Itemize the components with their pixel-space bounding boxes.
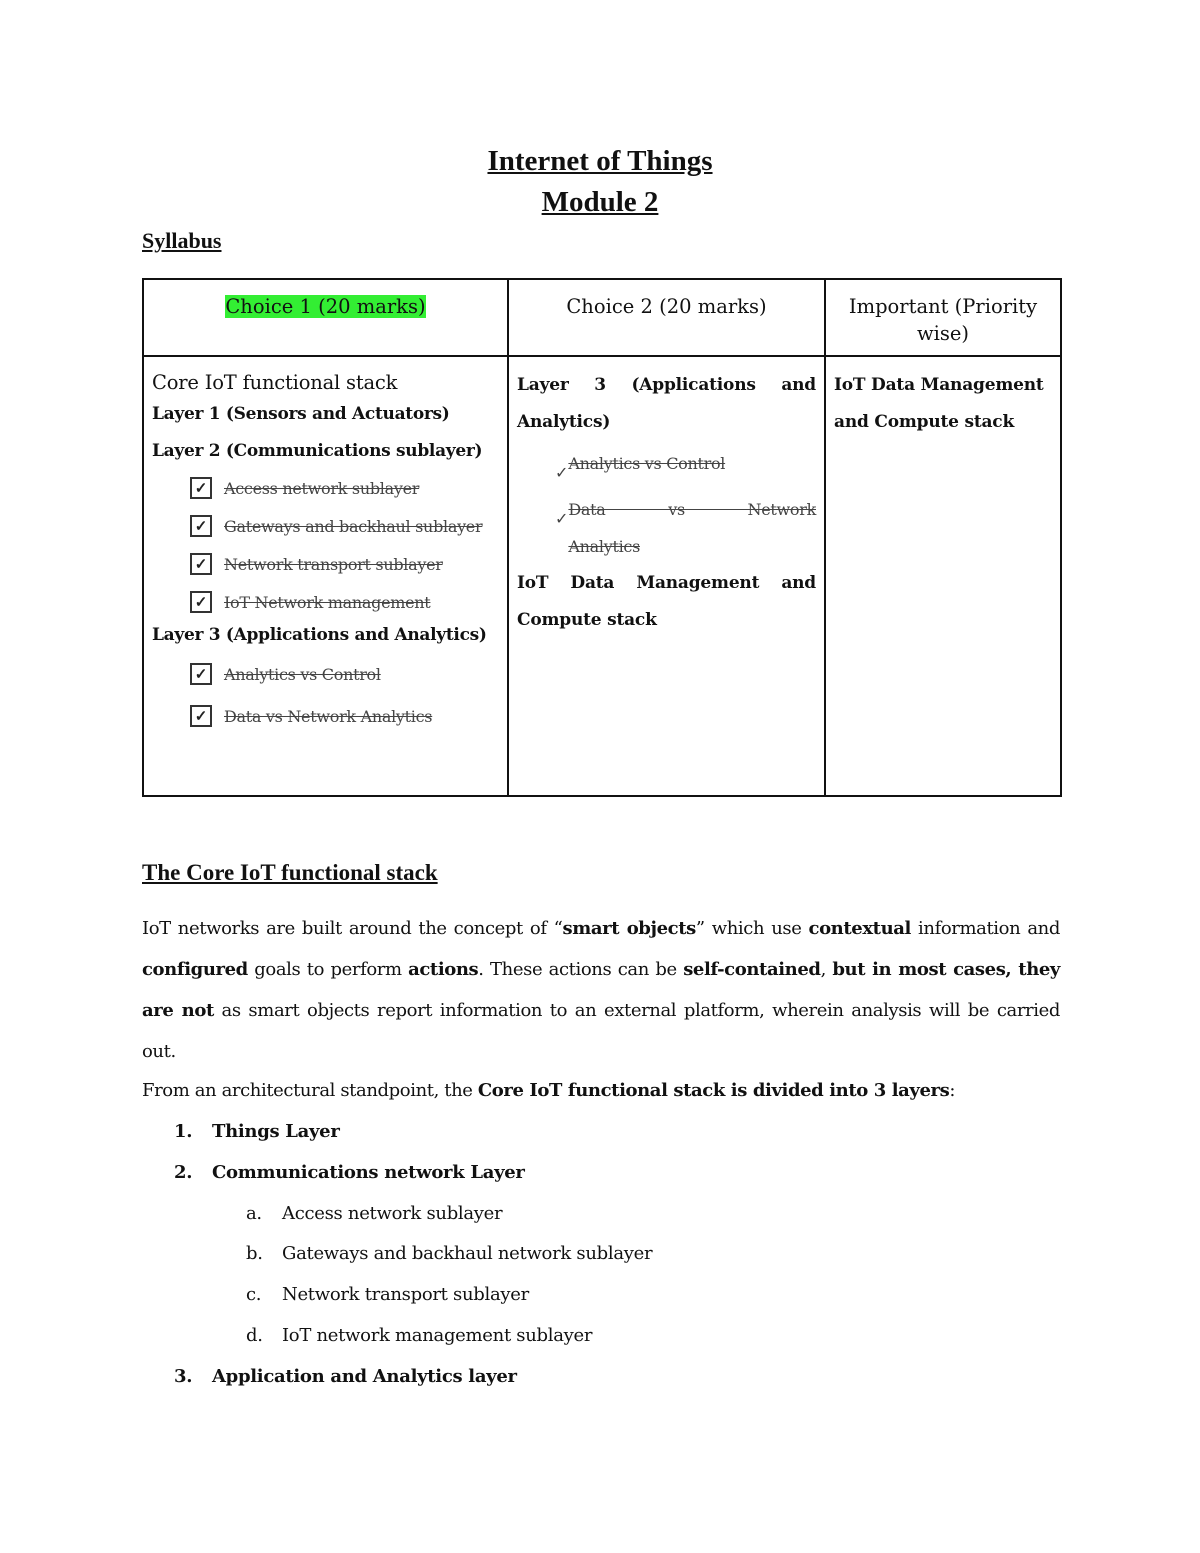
checked-box-icon: ✓ (190, 705, 212, 727)
choice-1-cell (143, 356, 508, 796)
syllabus-table (142, 278, 1062, 797)
item-text: Analytics vs Control (224, 664, 381, 684)
list-item (555, 491, 816, 565)
bold-run: smart objects (562, 918, 696, 939)
checked-box-icon: ✓ (190, 553, 212, 575)
list-letter: d. (246, 1325, 263, 1346)
checked-box-icon: ✓ (190, 663, 212, 685)
text-run: IoT networks are built around the concept of “ (142, 918, 563, 939)
item-text: Data vs Network Analytics (224, 706, 433, 726)
checked-box-icon: ✓ (190, 591, 212, 613)
text-run: : (949, 1080, 956, 1101)
section-heading: The Core IoT functional stack (142, 860, 438, 885)
list-item (190, 653, 499, 695)
intro-paragraph (142, 908, 1060, 1072)
header-important: Important (Priority wise) (825, 279, 1061, 356)
text-run: . These actions can be (478, 959, 684, 980)
bold-run: configured (142, 959, 248, 980)
item-text: Analytics vs Control (568, 454, 726, 473)
item-text: Gateways and backhaul sublayer (224, 516, 483, 536)
list-number: 2. (174, 1162, 193, 1183)
list-letter: a. (246, 1203, 262, 1224)
bold-run: but in most cases, they are not (142, 959, 1060, 1021)
highlighted-label: Choice 1 (20 marks) (225, 295, 426, 318)
table-header-row (143, 279, 1061, 356)
document-title: Internet of Things (487, 145, 713, 177)
choice-2-cell (508, 356, 825, 796)
layer-3-label: Layer 3 (Applications and Analytics) (152, 625, 487, 645)
item-text: Access network sublayer (224, 478, 420, 498)
layer-2-label: Layer 2 (Communications sublayer) (152, 441, 483, 461)
item-text: IoT Network management (224, 592, 431, 612)
text-run: as smart objects report information to an external platform, wherein analysis will be carried out. (142, 1000, 1060, 1062)
priority-item: IoT Data Management and Compute stack (834, 375, 1044, 432)
checked-box-icon: ✓ (190, 515, 212, 537)
list-item (190, 507, 499, 545)
list-item (190, 583, 499, 621)
list-item (190, 695, 499, 737)
bold-run: actions (408, 959, 479, 980)
checked-box-icon: ✓ (190, 477, 212, 499)
list-item (190, 469, 499, 507)
list-letter: c. (246, 1284, 262, 1305)
text-run: ” which use (695, 918, 809, 939)
architecture-paragraph (142, 1070, 1060, 1111)
data-management-label: IoT Data Management and Compute stack (517, 573, 816, 630)
item-text: Network transport sublayer (224, 554, 443, 574)
list-text: Gateways and backhaul network sublayer (282, 1243, 653, 1264)
item-text: Data vs Network Analytics (568, 500, 816, 556)
module-title: Module 2 (541, 186, 659, 218)
text-run: From an architectural standpoint, the (142, 1080, 478, 1101)
checked-box-icon: ✓ (555, 509, 569, 528)
layer-1-label: Layer 1 (Sensors and Actuators) (152, 404, 450, 424)
important-cell (825, 356, 1061, 796)
list-letter: b. (246, 1243, 263, 1264)
list-item (555, 445, 816, 491)
text-run: goals to perform (247, 959, 409, 980)
checked-box-icon: ✓ (555, 463, 569, 482)
syllabus-heading: Syllabus (142, 228, 222, 253)
bold-run: self-contained (683, 959, 821, 980)
bold-run: contextual (808, 918, 911, 939)
list-text: Communications network Layer (212, 1162, 525, 1183)
list-number: 3. (174, 1366, 193, 1387)
text-run: information and (910, 918, 1060, 939)
list-item (190, 545, 499, 583)
list-text: Network transport sublayer (282, 1284, 529, 1305)
list-text: Access network sublayer (282, 1203, 503, 1224)
list-text: Application and Analytics layer (212, 1366, 517, 1387)
bold-run: Core IoT functional stack is divided into 3 layers (477, 1080, 950, 1101)
core-stack-heading: Core IoT functional stack (152, 371, 398, 394)
list-number: 1. (174, 1121, 193, 1142)
list-text: IoT network management sublayer (282, 1325, 593, 1346)
header-choice-2: Choice 2 (20 marks) (508, 279, 825, 356)
text-run: , (820, 959, 833, 980)
header-choice-1 (143, 279, 508, 356)
table-row (143, 356, 1061, 796)
list-text: Things Layer (212, 1121, 340, 1142)
layer-3-label: Layer 3 (Applications and Analytics) (517, 375, 816, 432)
